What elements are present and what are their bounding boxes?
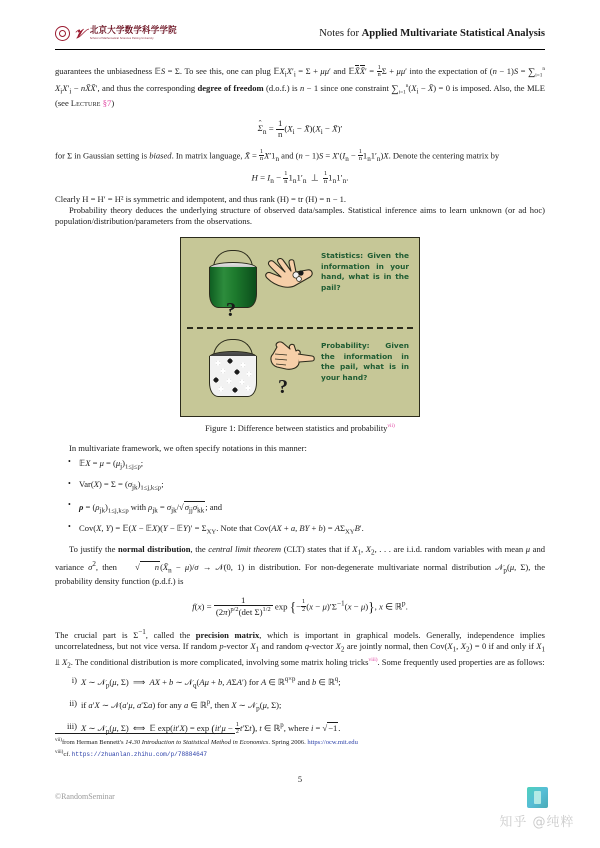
- precision-footnote-marker[interactable]: viii): [368, 656, 378, 663]
- list-item: i) X ∼ 𝒩$_p$(μ, Σ) ⟹ AX + b ∼ 𝒩$_q$(Aμ + b, AΣA′) for A ∈ ℝ$^{q\times p}$ and b ∈ ℝ$^q$;: [55, 675, 545, 691]
- paragraph-gaussian-biased: for Σ in Gaussian setting is biased. In matrix language, X̄ = $\frac{1}{n}$ $X'1_n$ and $(n - 1)S = X'(I_n$ − $\frac{1}{n}$ $1_n1'_n)X$. Denote the centering matrix by: [55, 148, 500, 163]
- footnote-viii: [55, 749, 545, 760]
- seal-icon: [55, 26, 70, 41]
- figure-1-wrapper: [55, 237, 545, 433]
- zhihu-avatar-icon: [527, 787, 548, 808]
- paragraph-probability-theory: Probability theory deduces the underlying structure of observed data/samples. Statistical inference aims to learn unknown (or ad hoc) population/distribution/parameters from the observations.: [55, 204, 545, 226]
- figure-caption-text: Difference between statistics and probability: [237, 423, 388, 433]
- question-mark-bottom: ?: [278, 376, 288, 399]
- pail-with-balls: [203, 339, 263, 399]
- list-item: • Cov(X, Y) = 𝔼(X − 𝔼X)(Y − 𝔼Y)′ = $\Sigma_{XY}$. Note that Cov(AX + a, BY + $b) = A\Sigma_{XY}B'$.: [79, 523, 545, 538]
- lecture-section-link[interactable]: §7: [102, 98, 112, 109]
- figure-caption-prefix: Figure 1:: [205, 423, 238, 433]
- equation-mle-sigma: ˆ $\Sigma_n$ = $\frac{1}{n}$ ($X_i$ − $X̄)(X_i$ − X̄)′: [55, 119, 545, 140]
- paragraph-unbiasedness: guarantees the unbiasedness 𝔼S = Σ. To see this, one can plug $𝔼X_iX'_i = \Sigma + \mu\mu'$ and 𝔼X̄X̄′ = $\frac{1}{n}$ Σ + μμ′ into the expectation of $(n - 1)S = \sum_{i=1}^n$ $X_iX'_i$ − nX̄X̄′, and thus the corresponding degree of freedom (d.o.f.) is n − 1 since one constraint $\sum_{i=1}^n(X_i$ − X̄) = 0 is imposed. Also, the MLE (see Lecture §7): [55, 64, 546, 109]
- header-divider: [55, 49, 545, 50]
- footnote-marker-viii: viii): [55, 749, 64, 755]
- footnote-vii-url[interactable]: https://ocw.mit.edu: [307, 739, 358, 747]
- list-item: iii) X ∼ 𝒩$_p$(μ, Σ) ⟺ 𝔼 exp(it′X) = exp (it′μ − $\frac{1}{2}$ t′Σt), t ∈ ℝ$^p$, where i = √−1.: [55, 721, 545, 737]
- logo-english-name: School of Mathematical Sciences Peking University: [89, 36, 154, 40]
- university-logo: [55, 26, 177, 41]
- copyright-notice: ©RandomSeminar: [55, 792, 115, 801]
- question-mark-top: ?: [226, 299, 236, 322]
- footnote-vii-text-b: . Spring 2006.: [268, 739, 308, 747]
- header-title-lead: Notes for: [319, 28, 362, 39]
- footnote-vii: [55, 737, 545, 748]
- list-item: • $Var(X) = \Sigma = (\sigma_{jk})_{1\le j,k\le p}$;: [79, 479, 545, 494]
- header-title: [319, 28, 545, 39]
- logo-chinese-name: 北京大学数学科学学院: [89, 25, 177, 37]
- figure-1-image: [180, 237, 420, 417]
- logo-wordmark: [90, 27, 177, 40]
- list-item: • $\rho = (\rho_{jk})_{1\le j,k\le p}$ with $\rho_{jk} = \sigma_{jk}/√\sigma_{jj}\sigma_{kk}$; and: [79, 501, 545, 517]
- footnote-vii-text-a: from Herman Bennett's: [61, 739, 126, 747]
- figure-label-statistics: Statistics: Given the information in your hand, what is in the pail?: [321, 251, 409, 292]
- term-biased: biased: [149, 149, 172, 160]
- term-precision-matrix: precision matrix: [195, 629, 260, 640]
- page-number: 5: [297, 775, 303, 784]
- footnote-separator: [55, 733, 235, 734]
- fist-hand-icon: [265, 341, 315, 378]
- document-body: [55, 64, 546, 747]
- list-item: • 𝔼X = $\mu = (\mu_j)_{1\le j\le p}$;: [79, 458, 545, 473]
- figure-panel-probability: [181, 329, 419, 418]
- footnote-marker-vii: vii): [55, 738, 62, 743]
- figure-label-probability: Probability: Given the information in the pail, what is in your hand?: [321, 341, 409, 382]
- footnote-viii-text-a: cf.: [63, 750, 72, 758]
- properties-list: [55, 675, 545, 737]
- footnote-vii-title: 14.30 Introduction to Statistical Method in Economics: [125, 739, 269, 747]
- equation-centering-matrix: $H = I_n$ − $\frac{1}{n}$ $1_n1'_n$ ⊥ $\frac{1}{n}$ $1_n1'_n$.: [251, 170, 349, 186]
- header-title-main: Applied Multivariate Statistical Analysis: [361, 28, 545, 39]
- term-degree-of-freedom: degree of freedom: [197, 82, 264, 93]
- figure-panel-statistics: [181, 238, 419, 327]
- property-number: ii): [69, 698, 77, 709]
- paragraph-precision-matrix: The crucial part is $\Sigma^{-1}$, called the precision matrix, which is important in graphical models. Generally, independence implies uncorrelatedness, but not vice versa. If random p-vector $X_1$ and random q-vector $X_2$ are jointly normal, then $Cov(X_1$, $X_2) = 0$ if and only if $X_1$ ⫫ $X_2$. The conditional distribution is more complicated, involving some matrix holing tricks$^{viii)}$. Some frequently used properties are as follows:: [55, 628, 546, 670]
- open-hand-icon: [263, 258, 315, 297]
- footnote-viii-url[interactable]: https://zhuanlan.zhihu.com/p/78884647: [71, 750, 208, 758]
- paragraph-notations-lead: In multivariate framework, we often specify notations in this manner:: [69, 442, 307, 453]
- logo-mark-icon: 𝒱: [74, 26, 85, 41]
- property-number: i): [71, 674, 77, 685]
- equation-pdf: f(x) = 1 $(2\pi)^{p/2}(\det$ Σ)$^{1/2}$ exp {− $\frac{1}{2}$ $(x - \mu)'\Sigma^{-1}(x - \mu)$}, x ∈ ℝ$^p$.: [192, 594, 408, 618]
- notation-list: [55, 458, 545, 539]
- paragraph-clt: To justify the normal distribution, the central limit theorem (CLT) states that if $X_1$, $X_2$, . . . are i.i.d. random variables with mean μ and variance $\sigma^2$, then √ $n(X̄_n - \mu)/\sigma$ → 𝒩(0, 1) in distribution. For non-degenerate multivariate normal distribution 𝒩$_p$(μ, Σ), the probability density function (p.d.f.) is: [55, 544, 546, 586]
- paragraph-idempotent: Clearly H = H′ = H² is symmetric and idempotent, and thus rank (H) = tr (H) = n − 1.: [55, 194, 347, 205]
- list-item: ii) if a′X ∼ 𝒩(a′μ, a′Σa) for any a ∈ ℝ$^p$, then X ∼ 𝒩$_p$(μ, Σ);: [55, 698, 545, 714]
- figure-caption-footnote-marker[interactable]: vii): [387, 423, 395, 430]
- term-normal-distribution: normal distribution: [118, 544, 191, 555]
- lecture-ref-label: Lecture: [70, 99, 101, 109]
- zhihu-watermark-text: 知乎 @纯粹: [499, 815, 575, 830]
- term-central-limit-theorem: central limit theorem: [208, 544, 282, 555]
- footnotes-block: [55, 737, 545, 760]
- property-number: iii): [67, 721, 77, 732]
- pail-body: [209, 356, 257, 397]
- zhihu-watermark: [482, 787, 592, 830]
- figure-caption: [55, 423, 545, 433]
- page-header: [55, 26, 545, 50]
